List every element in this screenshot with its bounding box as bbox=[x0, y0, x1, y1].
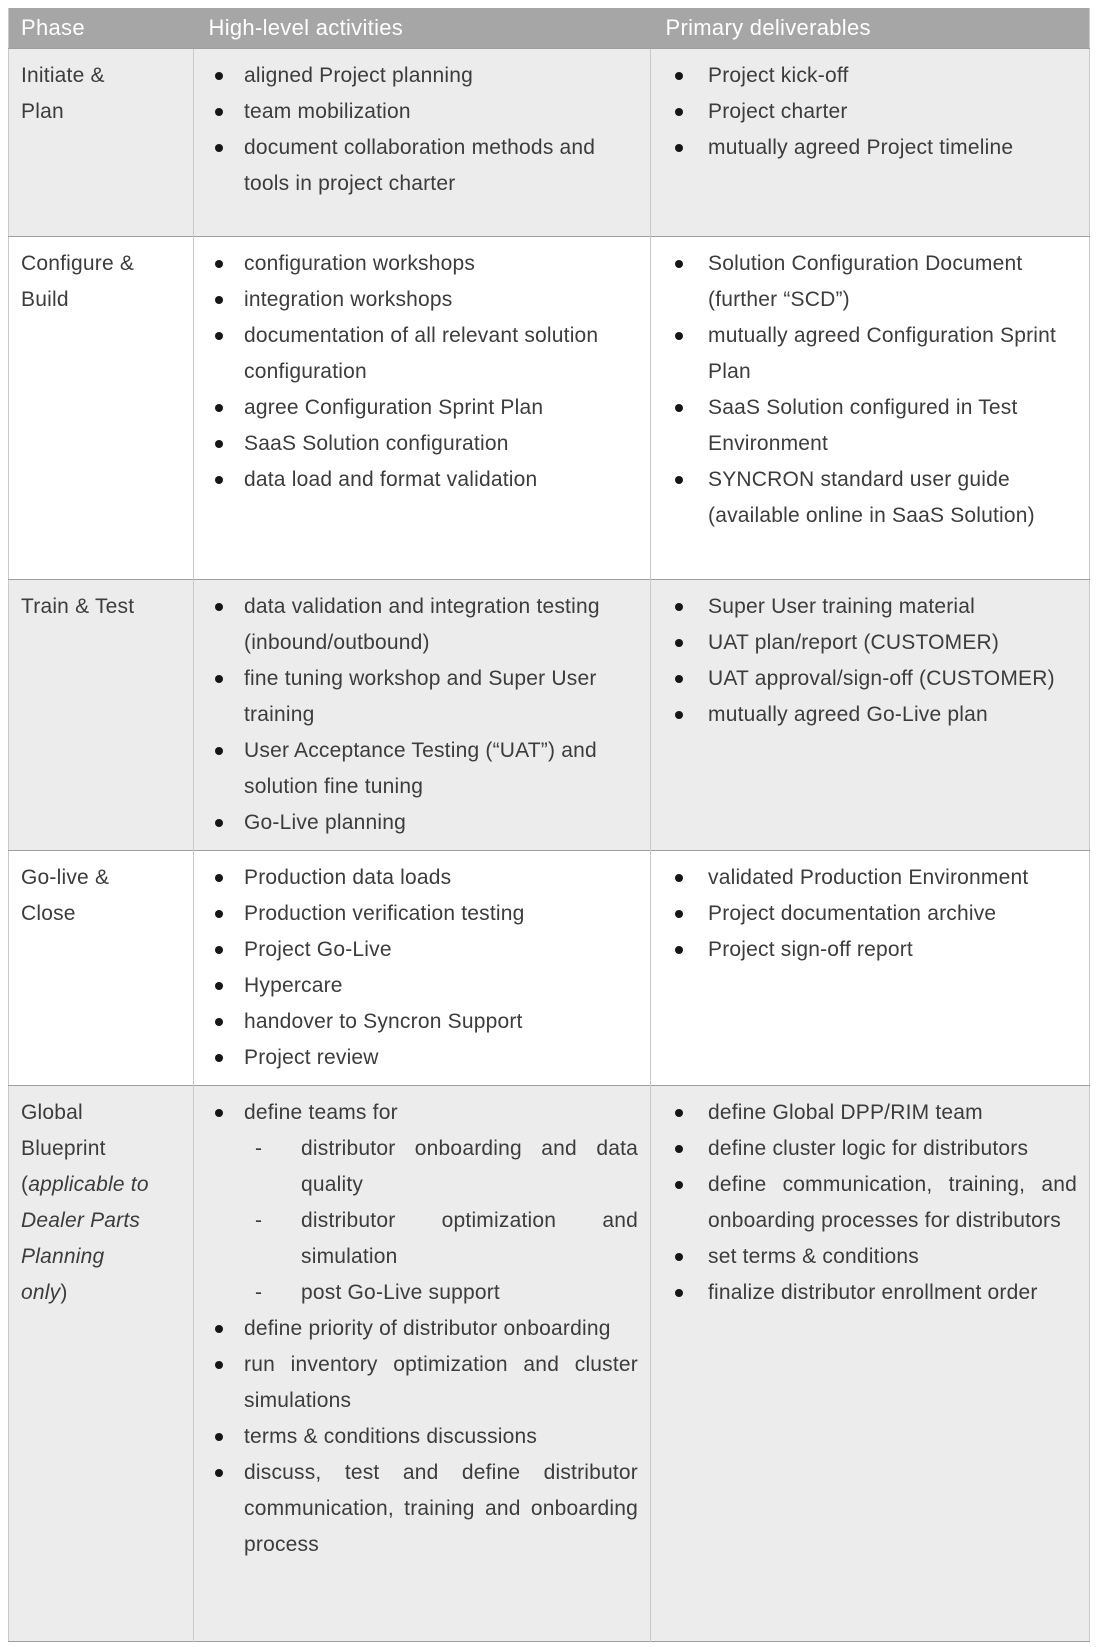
activity-item: agree Configuration Sprint Plan bbox=[194, 390, 638, 426]
activity-item: aligned Project planning bbox=[194, 58, 638, 94]
header-row bbox=[9, 8, 1090, 49]
deliverable-item: SaaS Solution configured in Test Environment bbox=[651, 390, 1077, 462]
deliverable-item: Solution Configuration Document (further “SCD”) bbox=[651, 246, 1077, 318]
phase-label: Initiate & Plan bbox=[21, 64, 105, 123]
phase-cell bbox=[9, 49, 194, 237]
activity-item: Project review bbox=[194, 1040, 638, 1076]
phase-cell bbox=[9, 1086, 194, 1642]
phase-label: Train & Test bbox=[21, 595, 135, 618]
phase-row bbox=[9, 49, 1090, 237]
deliverable-item: Super User training material bbox=[651, 589, 1077, 625]
phase-label: Go-live & Close bbox=[21, 866, 110, 925]
deliverables-cell bbox=[651, 851, 1090, 1086]
activity-item: Production data loads bbox=[194, 860, 638, 896]
activity-item: define teams for bbox=[194, 1095, 638, 1131]
activities-cell bbox=[194, 49, 651, 237]
col-header-activities: High-level activities bbox=[194, 8, 651, 49]
activities-cell bbox=[194, 851, 651, 1086]
deliverable-item: mutually agreed Configuration Sprint Plan bbox=[651, 318, 1077, 390]
deliverable-item: UAT plan/report (CUSTOMER) bbox=[651, 625, 1077, 661]
phase-cell bbox=[9, 851, 194, 1086]
phase-cell bbox=[9, 580, 194, 851]
deliverable-item: UAT approval/sign-off (CUSTOMER) bbox=[651, 661, 1077, 697]
activity-item: data validation and integration testing (inbound/outbound) bbox=[194, 589, 638, 661]
deliverable-item: define cluster logic for distributors bbox=[651, 1131, 1077, 1167]
activity-item: SaaS Solution configuration bbox=[194, 426, 638, 462]
activity-item: integration workshops bbox=[194, 282, 638, 318]
activity-item: discuss, test and define distributor communication, training and onboarding process bbox=[194, 1455, 638, 1563]
phase-label: ) bbox=[60, 1281, 68, 1304]
phase-row bbox=[9, 1086, 1090, 1642]
deliverable-item: Project kick-off bbox=[651, 58, 1077, 94]
deliverables-cell bbox=[651, 49, 1090, 237]
deliverable-item: set terms & conditions bbox=[651, 1239, 1077, 1275]
phase-cell bbox=[9, 237, 194, 580]
phase-label: Global Blueprint ( bbox=[21, 1101, 106, 1196]
activity-item: Project Go-Live bbox=[194, 932, 638, 968]
deliverable-item: mutually agreed Go-Live plan bbox=[651, 697, 1077, 733]
deliverable-item: Project documentation archive bbox=[651, 896, 1077, 932]
deliverables-cell bbox=[651, 1086, 1090, 1642]
table-body bbox=[9, 49, 1090, 1642]
activity-item: document collaboration methods and tools in project charter bbox=[194, 130, 638, 202]
phase-label: Configure & Build bbox=[21, 252, 135, 311]
activity-item-sub: - distributor onboarding and data quality bbox=[194, 1131, 638, 1203]
phase-row bbox=[9, 237, 1090, 580]
deliverable-item: define Global DPP/RIM team bbox=[651, 1095, 1077, 1131]
activities-cell bbox=[194, 580, 651, 851]
activity-item: Go-Live planning bbox=[194, 805, 638, 841]
activity-item: team mobilization bbox=[194, 94, 638, 130]
activity-item: User Acceptance Testing (“UAT”) and solution fine tuning bbox=[194, 733, 638, 805]
deliverable-item: finalize distributor enrollment order bbox=[651, 1275, 1077, 1311]
col-header-deliverables: Primary deliverables bbox=[651, 8, 1090, 49]
activity-item: Hypercare bbox=[194, 968, 638, 1004]
deliverable-item: Project sign-off report bbox=[651, 932, 1077, 968]
table-header bbox=[9, 8, 1090, 49]
activity-item: terms & conditions discussions bbox=[194, 1419, 638, 1455]
activity-item: configuration workshops bbox=[194, 246, 638, 282]
deliverable-item: validated Production Environment bbox=[651, 860, 1077, 896]
activities-cell bbox=[194, 1086, 651, 1642]
activities-cell bbox=[194, 237, 651, 580]
deliverable-item: SYNCRON standard user guide (available online in SaaS Solution) bbox=[651, 462, 1077, 534]
deliverable-item: define communication, training, and onboarding processes for distributors bbox=[651, 1167, 1077, 1239]
deliverables-cell bbox=[651, 237, 1090, 580]
phase-row bbox=[9, 580, 1090, 851]
activity-item: documentation of all relevant solution configuration bbox=[194, 318, 638, 390]
activity-item: run inventory optimization and cluster simulations bbox=[194, 1347, 638, 1419]
phase-row bbox=[9, 851, 1090, 1086]
activity-item: fine tuning workshop and Super User training bbox=[194, 661, 638, 733]
activity-item: define priority of distributor onboarding bbox=[194, 1311, 638, 1347]
deliverable-item: mutually agreed Project timeline bbox=[651, 130, 1077, 166]
project-phases-table bbox=[8, 8, 1090, 1642]
activity-item: Production verification testing bbox=[194, 896, 638, 932]
deliverables-cell bbox=[651, 580, 1090, 851]
activity-item: handover to Syncron Support bbox=[194, 1004, 638, 1040]
activity-item-sub: - post Go-Live support bbox=[194, 1275, 638, 1311]
activity-item: data load and format validation bbox=[194, 462, 638, 498]
col-header-phase: Phase bbox=[9, 8, 194, 49]
activity-item-sub: - distributor optimization and simulation bbox=[194, 1203, 638, 1275]
phase-note: applicable to Dealer Parts Planning only bbox=[21, 1173, 149, 1304]
deliverable-item: Project charter bbox=[651, 94, 1077, 130]
